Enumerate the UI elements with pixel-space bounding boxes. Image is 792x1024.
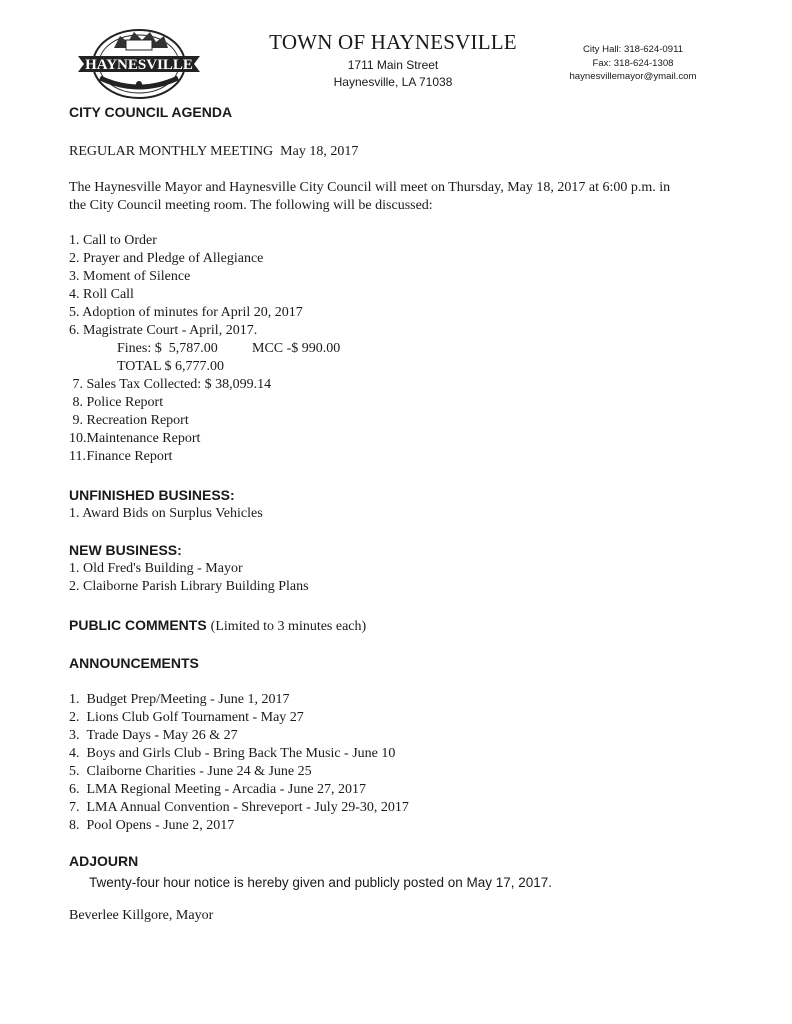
agenda-item: 8. Police Report [72,395,164,410]
letterhead-center [230,30,556,91]
town-name: TOWN OF HAYNESVILLE [269,30,517,54]
meeting-date: May 18, 2017 [280,144,359,159]
mayor-signature: Beverlee Killgore, Mayor [69,908,214,923]
new-business-item: 1. Old Fred's Building - Mayor [69,561,243,576]
fines-value: 5,787.00 [168,341,218,356]
announcement-item: 7. LMA Annual Convention - Shreveport - July 29-30, 2017 [69,800,409,815]
adjourn-heading: ADJOURN [69,853,139,869]
announcement-item: 3. Trade Days - May 26 & 27 [69,728,238,743]
agenda-item: 11. Finance Report [69,449,173,464]
agenda-item: 9. Recreation Report [72,413,189,428]
court-total: TOTAL $ 6,777.00 [117,359,224,374]
agenda-item: 5. Adoption of minutes for April 20, 2017 [69,305,303,320]
intro-line: the City Council meeting room. The following will be discussed: [69,198,433,213]
city-hall-phone: City Hall: 318-624-0911 [582,44,684,55]
logo-wordmark: HAYNESVILLE [85,57,193,73]
announcement-item: 2. Lions Club Golf Tournament - May 27 [69,710,304,725]
court-fines-line [117,340,218,358]
announcement-item: 6. LMA Regional Meeting - Arcadia - June 27, 2017 [69,782,367,797]
court-mcc: MCC -$ 990.00 [252,341,341,356]
announcements-list [69,691,409,835]
public-comments-line [69,617,366,636]
agenda-items [69,232,303,340]
city-state-zip: Haynesville, LA 71038 [333,75,453,89]
new-business-heading: NEW BUSINESS: [69,542,182,558]
agenda-item: 1. Call to Order [69,233,157,248]
agenda-item: 3. Moment of Silence [69,269,191,284]
meeting-line [69,143,358,161]
agenda-item: 4. Roll Call [69,287,134,302]
public-comments-note: (Limited to 3 minutes each) [210,619,367,634]
street-address: 1711 Main Street [347,58,439,72]
announcement-item: 1. Budget Prep/Meeting - June 1, 2017 [69,692,290,707]
announcement-item: 4. Boys and Girls Club - Bring Back The Music - June 10 [69,746,396,761]
agenda-item: 10. Maintenance Report [69,431,201,446]
intro-line: The Haynesville Mayor and Haynesville City Council will meet on Thursday, May 18, 2017 at 6:00 p.m. in [69,180,671,195]
unfinished-item: 1. Award Bids on Surplus Vehicles [69,506,263,521]
fax-number: Fax: 318-624-1308 [592,57,674,69]
announcement-item: 5. Claiborne Charities - June 24 & June 25 [69,764,312,779]
adjourn-notice: Twenty-four hour notice is hereby given and publicly posted on May 17, 2017. [89,875,553,890]
agenda-item: 6. Magistrate Court - April, 2017. [69,323,258,338]
new-business-item: 2. Claiborne Parish Library Building Plans [69,579,309,594]
letterhead-contact [548,43,718,84]
agenda-item: 7. Sales Tax Collected: $ 38,099.14 [72,377,272,392]
agenda-items-continued [69,376,271,466]
public-comments-heading: PUBLIC COMMENTS [69,617,207,633]
fines-label: Fines: $ [117,341,162,356]
intro-paragraph [69,179,759,215]
agenda-title: CITY COUNCIL AGENDA [69,104,233,120]
town-logo [76,26,202,100]
announcement-item: 8. Pool Opens - June 2, 2017 [69,818,235,833]
email-address: haynesvillemayor@ymail.com [569,71,697,82]
announcements-heading: ANNOUNCEMENTS [69,655,199,671]
meeting-type: REGULAR MONTHLY MEETING [69,144,274,159]
unfinished-heading: UNFINISHED BUSINESS: [69,487,235,503]
agenda-item: 2. Prayer and Pledge of Allegiance [69,251,264,266]
